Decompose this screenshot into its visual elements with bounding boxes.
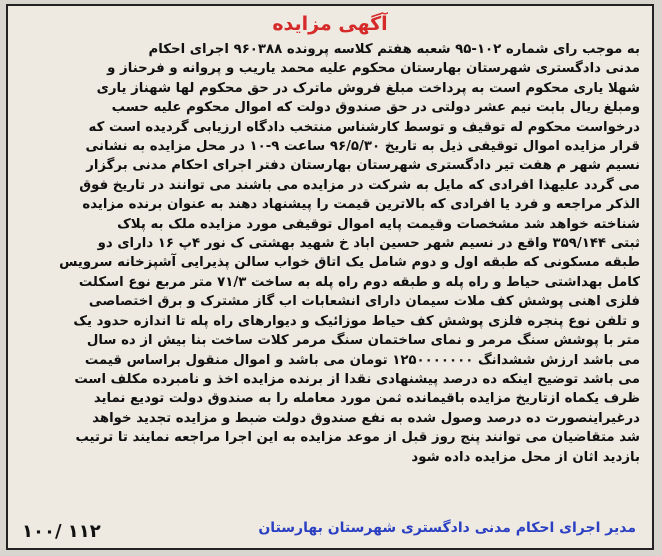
notice-line: بازدید اثان از محل مزایده داده شود xyxy=(411,449,640,465)
notice-title: آگهی مزایده xyxy=(272,13,388,35)
notice-paper xyxy=(6,4,654,550)
notice-line: نسیم شهر م هفت تیر دادگستری شهرستان بهارستان دفتر اجرای احکام مدنی برگزار xyxy=(86,158,640,174)
ad-code: ۱۰۰/ ۱۱۲ xyxy=(22,521,101,542)
notice-line: ثبتی ۳۵۹/۱۴۴ واقع در نسیم شهر حسین اباد خ شهید بهشتی ک نور ۴پ ۱۶ دارای دو xyxy=(97,236,640,252)
notice-line: فلزی اهنی پوشش کف ملات سیمان دارای انشعابات اب گاز مشترک و برق اختصاصی xyxy=(88,294,640,310)
notice-line: می گردد علیهذا افرادی که مایل به شرکت در مزایده می باشند می توانند در تاریخ فوق xyxy=(79,177,640,193)
notice-line: الذکر مراجعه و فرد یا افرادی که بالاترین قیمت را پیشنهاد دهند به عنوان برنده مزایده xyxy=(82,197,640,213)
notice-line: شد متقاضیان می توانند پنج روز قبل از موعد مزایده به این اجرا مراجعه نمایند تا ترتیب xyxy=(75,430,640,446)
notice-line: می باشد ارزش ششدانگ ۱۲۵۰۰۰۰۰۰۰ تومان می باشد و اموال منقول براساس قیمت xyxy=(84,352,640,368)
notice-line: ومبلغ ریال بابت نیم عشر دولتی در حق صندوق دولت که اموال محکوم علیه حسب xyxy=(111,100,640,116)
notice-line: می باشد توضیح اینکه ده درصد پیشنهادی نقدا از برنده مزایده اخذ و نامبرده مکلف است xyxy=(74,371,640,387)
notice-line: به موجب رای شماره ۱۰۲-۹۵ شعبه هفتم کلاسه پرونده ۹۶۰۳۸۸ اجرای احکام xyxy=(148,42,640,57)
notice-line: مدنی دادگستری شهرستان بهارستان محکوم علیه محمد یاریب و پروانه و فرحناز و xyxy=(107,61,640,77)
notice-body xyxy=(20,40,640,467)
notice-line: درغیراینصورت ده درصد وصول شده به نفع صندوق دولت ضبط و مزایده تجدید خواهد xyxy=(92,410,640,426)
notice-line: ظرف یکماه ازتاریخ مزایده باقیمانده ثمن مورد معامله را به صندوق دولت تودیع نماید xyxy=(93,391,640,407)
notice-line: شهلا یاری محکوم است به پرداخت مبلغ فروش ماترک در حق محکوم لها شهناز یاری xyxy=(96,80,640,96)
notice-line: کامل بهداشتی حیاط و راه پله و طبقه دوم راه پله به ساخت ۷۱/۳ متر مربع نوع اسکلت xyxy=(78,274,640,290)
notice-line: طبقه مسکونی که طبقه اول و دوم شامل یک اتاق خواب سالن پذیرایی آشپزخانه سرویس xyxy=(59,255,640,271)
notice-line: قرار مزایده اموال توقیفی ذیل به تاریخ ۹۶/۵/۳۰ ساعت ۹-۱۰ در محل مزایده به نشانی xyxy=(85,139,640,155)
issuer-signature: مدیر اجرای احکام مدنی دادگستری شهرستان بهارستان xyxy=(258,520,636,536)
notice-line: و تلفن نوع پنجره فلزی پوشش کف حیاط موزائیک و دیوارهای راه پله تا اندازه حدود یک xyxy=(73,313,640,329)
notice-line: متر با پوشش سنگ مرمر و نمای ساختمان سنگ مرمر کلات ساخت بنا بیش از ده سال xyxy=(86,333,640,349)
notice-line: شناخته خواهد شد مشخصات وقیمت پایه اموال توقیفی مورد مزایده ملک به پلاک xyxy=(117,216,640,232)
notice-line: درخواست محکوم له توقیف و توسط کارشناس منتخب دادگاه ارزیابی گردیده است که xyxy=(88,119,640,135)
